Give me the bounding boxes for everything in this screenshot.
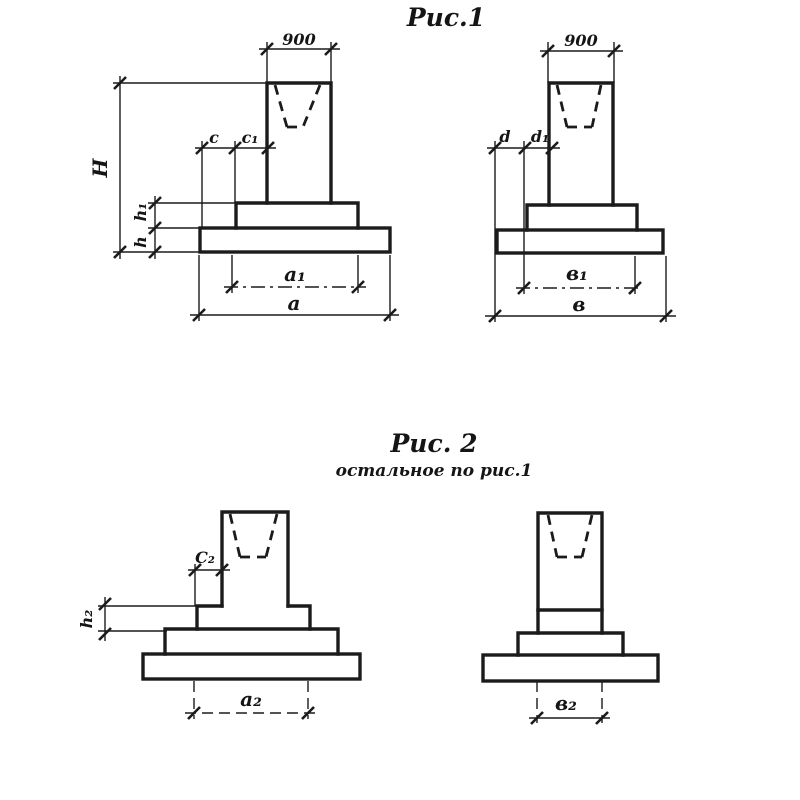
dim-label-a2: a₂ — [240, 687, 262, 711]
dim-label-c: c — [209, 128, 219, 147]
pedestal-step-outline — [197, 606, 310, 629]
dim-label-d1: d₁ — [530, 127, 550, 146]
foundation-step-outline — [165, 629, 338, 654]
figure1-title: Рис.1 — [406, 3, 486, 32]
figure1-left-dimension-lines — [113, 42, 399, 321]
dim-label-c2: C₂ — [195, 548, 215, 567]
column-outline — [538, 513, 602, 633]
foundation-slab-outline — [200, 228, 390, 252]
figure2-left-view — [77, 512, 360, 719]
column-outline — [267, 83, 331, 203]
foundation-step-outline — [518, 633, 623, 655]
foundation-step-outline — [236, 203, 358, 228]
figure2-subtitle: остальное по рис.1 — [335, 461, 533, 481]
foundation-step-outline — [527, 205, 637, 230]
dim-label-900-left: 900 — [282, 30, 316, 49]
dim-label-b: в — [572, 292, 586, 316]
dim-label-h1: h₁ — [131, 202, 150, 222]
figure1-left-view — [88, 30, 399, 321]
dim-label-a1: a₁ — [284, 262, 306, 286]
dim-label-H: H — [88, 158, 112, 178]
dim-label-c1: c₁ — [241, 128, 259, 147]
foundation-slab-outline — [483, 655, 658, 681]
figure1-right-view — [485, 31, 676, 322]
dim-label-a: a — [287, 291, 301, 315]
column-socket-dashed — [275, 85, 320, 127]
figure2-title: Рис. 2 — [390, 429, 478, 458]
dim-label-h: h — [131, 236, 150, 248]
dim-label-h2: h₂ — [77, 609, 96, 629]
column-socket-dashed — [548, 515, 592, 557]
column-outline — [549, 83, 613, 205]
foundation-slab-outline — [497, 230, 663, 253]
figure2-left-dimension-ticks — [99, 564, 314, 719]
foundation-slab-outline — [143, 654, 360, 679]
dim-label-d: d — [499, 127, 511, 146]
dim-label-b1: в₁ — [566, 261, 588, 285]
column-outline — [222, 512, 288, 606]
dim-label-b2: в₂ — [555, 691, 577, 715]
figure2-right-view — [483, 513, 658, 724]
dim-label-900-right: 900 — [564, 31, 598, 50]
figure2-left-dimension-lines — [98, 564, 316, 719]
column-socket-dashed — [557, 85, 601, 127]
figure1-left-dimension-ticks — [114, 43, 396, 321]
column-socket-dashed — [230, 514, 277, 557]
